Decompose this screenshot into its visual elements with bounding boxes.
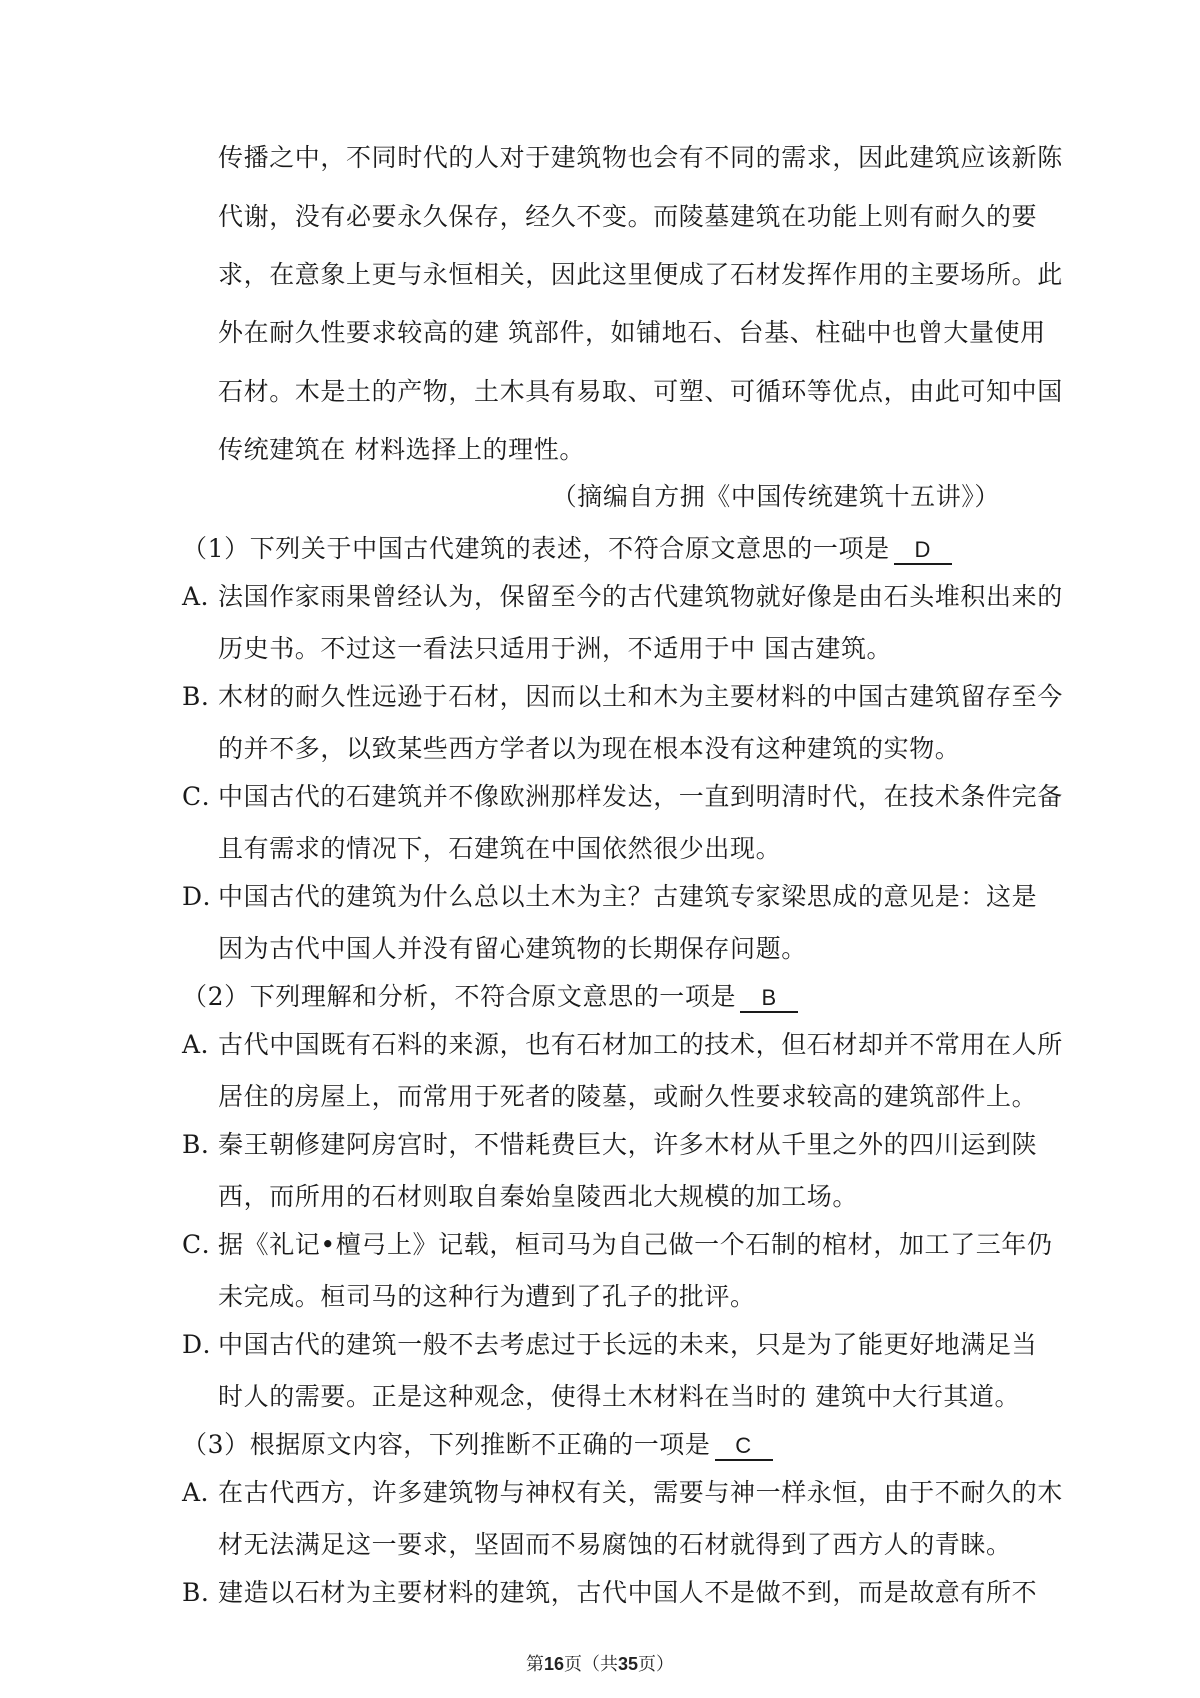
page-footer — [0, 1652, 1200, 1677]
footer-prefix: 第 — [525, 1654, 544, 1675]
option-text: 建造以石材为主要材料的建筑，古代中国人不是做不到，而是故意有所不 — [218, 1578, 1038, 1607]
question-stem-text: （2）下列理解和分析，不符合原文意思的一项是 — [182, 982, 737, 1011]
passage-line: 代谢，没有必要永久保存，经久不变。而陵墓建筑在功能上则有耐久的要 — [218, 202, 1038, 231]
option-line: 因为古代中国人并没有留心建筑物的长期保存问题。 — [218, 934, 807, 963]
passage-line: 传统建筑在 材料选择上的理性。 — [218, 435, 585, 464]
option-text: 秦王朝修建阿房宫时，不惜耗费巨大，许多木材从千里之外的四川运到陕 — [218, 1130, 1038, 1159]
option-label: C． — [182, 1230, 228, 1259]
passage-line: 求，在意象上更与永恒相关，因此这里便成了石材发挥作用的主要场所。此 — [218, 260, 1063, 289]
option-line — [182, 580, 1063, 614]
passage-line: 传播之中，不同时代的人对于建筑物也会有不同的需求，因此建筑应该新陈 — [218, 143, 1063, 172]
option-label: A． — [182, 582, 227, 611]
option-line — [182, 1328, 1037, 1362]
option-text: 法国作家雨果曾经认为，保留至今的古代建筑物就好像是由石头堆积出来的 — [218, 582, 1063, 611]
passage-line: 外在耐久性要求较高的建 筑部件，如铺地石、台基、柱础中也曾大量使用 — [218, 318, 1046, 347]
option-line: 且有需求的情况下，石建筑在中国依然很少出现。 — [218, 834, 782, 863]
question-stem — [182, 980, 798, 1014]
passage-line: 石材。木是土的产物，土木具有易取、可塑、可循环等优点，由此可知中国 — [218, 377, 1063, 406]
option-line: 历史书。不过这一看法只适用于洲，不适用于中 国古建筑。 — [218, 634, 893, 663]
option-line: 居住的房屋上，而常用于死者的陵墓，或耐久性要求较高的建筑部件上。 — [218, 1082, 1038, 1111]
question-stem — [182, 1428, 773, 1462]
option-line — [182, 1476, 1063, 1510]
option-line — [182, 1028, 1063, 1062]
option-line — [182, 1228, 1053, 1262]
total-pages: 35 — [618, 1654, 639, 1674]
footer-middle: 页（共 — [564, 1654, 618, 1675]
option-text: 古代中国既有石料的来源，也有石材加工的技术，但石材却并不常用在人所 — [218, 1030, 1063, 1059]
question-stem-text: （3）根据原文内容，下列推断不正确的一项是 — [182, 1430, 711, 1459]
option-text: 在古代西方，许多建筑物与神权有关，需要与神一样永恒，由于不耐久的木 — [218, 1478, 1063, 1507]
option-line — [182, 780, 1063, 814]
option-line — [182, 1128, 1037, 1162]
option-line — [182, 880, 1037, 914]
option-label: A． — [182, 1030, 227, 1059]
option-line — [182, 680, 1063, 714]
question-stem-text: （1）下列关于中国古代建筑的表述，不符合原文意思的一项是 — [182, 534, 890, 563]
answer-blank: D — [894, 537, 952, 565]
question-stem — [182, 532, 952, 566]
option-label: B． — [182, 1130, 227, 1159]
source-citation: （摘编自方拥《中国传统建筑十五讲》） — [551, 482, 1000, 511]
answer-blank: C — [715, 1433, 773, 1461]
option-text: 中国古代的建筑为什么总以土木为主？古建筑专家梁思成的意见是：这是 — [218, 882, 1038, 911]
option-line: 材无法满足这一要求，坚固而不易腐蚀的石材就得到了西方人的青睐。 — [218, 1530, 1012, 1559]
option-line: 的并不多，以致某些西方学者以为现在根本没有这种建筑的实物。 — [218, 734, 961, 763]
option-label: B． — [182, 682, 227, 711]
option-line: 西，而所用的石材则取自秦始皇陵西北大规模的加工场。 — [218, 1182, 859, 1211]
page-number: 16 — [543, 1654, 564, 1674]
option-label: D． — [182, 882, 229, 911]
footer-suffix: 页） — [638, 1654, 675, 1675]
option-line: 未完成。桓司马的这种行为遭到了孔子的批评。 — [218, 1282, 756, 1311]
option-text: 木材的耐久性远逊于石材，因而以土和木为主要材料的中国古建筑留存至今 — [218, 682, 1063, 711]
answer-blank: B — [740, 985, 798, 1013]
option-label: A． — [182, 1478, 227, 1507]
option-label: C． — [182, 782, 228, 811]
option-line: 时人的需要。正是这种观念，使得土木材料在当时的 建筑中大行其道。 — [218, 1382, 1021, 1411]
option-label: D． — [182, 1330, 229, 1359]
option-text: 中国古代的石建筑并不像欧洲那样发达，一直到明清时代，在技术条件完备 — [218, 782, 1063, 811]
option-text: 据《礼记•檀弓上》记载，桓司马为自己做一个石制的棺材，加工了三年仍 — [218, 1230, 1053, 1259]
option-label: B． — [182, 1578, 227, 1607]
option-text: 中国古代的建筑一般不去考虑过于长远的未来，只是为了能更好地满足当 — [218, 1330, 1038, 1359]
option-line — [182, 1576, 1037, 1610]
